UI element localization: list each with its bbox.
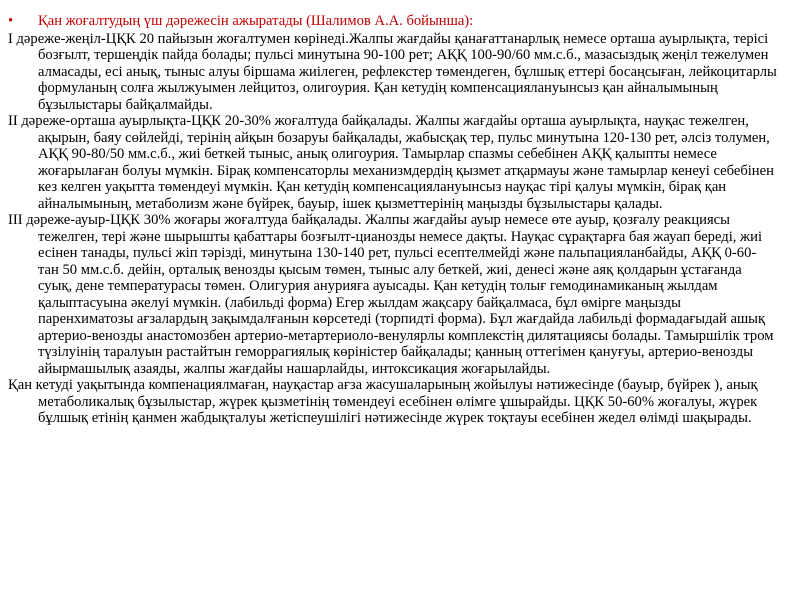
bullet-icon: • [8,13,14,29]
slide-body [8,13,778,427]
paragraph-conclusion: Қан кетуді уақытында компенациялмаған, науқастар ағза жасушаларының жойылуы нәтижесінде (бауыр, бүйрек ), анық метаболикалық бұзылыстар, жүрек қызметінің төмендеуі есебінен өлімге ұшырайды. ЦҚК 50-60% жоғалуы, жүрек бұлшық етінің қанмен жабдықталуы жетіспеушілігі нәтижесінде жүрек тоқтауы есебінен жедел өлімді шақырады. [8,377,758,426]
heading-text: Қан жоғалтудың үш дәрежесін ажыратады (Шалимов А.А. бойынша): [38,13,474,29]
paragraph-degree-1: I дәреже-жеңіл-ЦҚК 20 пайызын жоғалтумен көрінеді.Жалпы жағдайы қанағаттанарлық немесе орташа ауырлықта, терісі бозғылт, тершеңдік пайда болады; пульсі минутына 90-100 рет; АҚҚ 100-90/60 мм.с.б., мазасыздық жеңіл тежелумен алмасады, есі анық, тыныс алуы біршама жиілеген, рефлекстер төмендеген, бұлшық еттері босаңсыған, лейкоцитарлы формуланың солға жылжуымен лейцитоз, олигоурия. Қан кетудің компенсациялануынсыз қан айналымының бұзылыстары байқалмайды. [8,30,777,113]
paragraph-degree-2: II дәреже-орташа ауырлықта-ЦҚК 20-30% жоғалтуда байқалады. Жалпы жағдайы орташа ауырлықта, науқас тежелген, ақырын, баяу сөйлейді, терінің айқын бозаруы байқалады, жабысқақ тер, пульс минутына 120-130 рет, әлсіз толумен, АҚҚ 90-80/50 мм.с.б., жиі беткей тыныс, анық олигоурия. Тамырлар спазмы себебінен АҚҚ қалыпты немесе жоғарылаған болуы мүмкін. Бірақ компенсаторлы механизмдердің қызмет атқармауы және тамырлар кенеуі себебінен кез келген уақытта төмендеуі мүмкін. Қан кетудің компенсациялануынсыз науқас тірі қалуы мүмкін, бірақ қан айналымының, метаболизм және бүйрек, бауыр, ішек қызметтерінің маңызды бұзылыстары қалады. [8,113,774,212]
paragraph-degree-3: III дәреже-ауыр-ЦҚК 30% жоғары жоғалтуда байқалады. Жалпы жағдайы ауыр немесе өте ауыр, қозғалу реакциясы тежелген, тері және шырышты қабаттары бозғылт-цианозды немесе дақты. Науқас сұрақтарға бая жауап береді, жиі есінен танады, пульсі жіп тәрізді, минутына 130-140 рет, пульсі есептелмейді және пальпацияланбайды, АҚҚ 0-60- тан 50 мм.с.б. дейін, орталық венозды қысым төмен, тыныс алу беткей, жиі, денесі және аяқ қолдарын ұстағанда суық, дене температурасы төмен. Олигурия анурияға ауысады. Қан кетудің толығ гемодинамиканың жылдам қалыптасуына әкелуі мүмкін. (лабильді форма) Егер жылдам жақсару байқалмаса, бұл өмірге маңызды паренхиматозы ағзалардың зақымдалғанын көрсетеді (торпидті форма). Бұл жағдайда лабильді формадағыдай ашық артерио-венозды анастомозбен артерио-метартериоло-венулярлы комплекстің дилятациясы болады. Тамыршілік тром түзілуінің таралуын растайтын геморрагиялық көріністер байқалады; қанның оттегімен қануғуы, артерио-венозды айырмашылық азаяды, жалпы жағдайы нашарлайды, интоксикация жоғарылайды. [8,212,774,377]
slide-heading [8,13,778,30]
